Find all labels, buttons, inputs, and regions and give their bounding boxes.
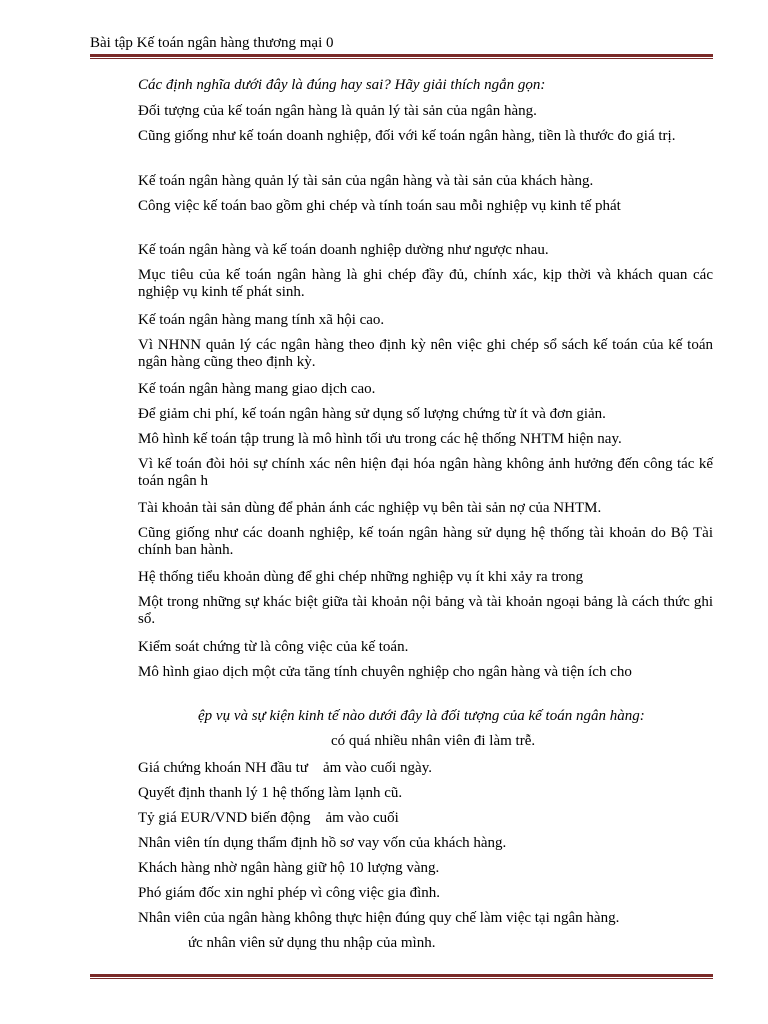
list-item: Mô hình kế toán tập trung là mô hình tối ưu trong các hệ thống NHTM hiện nay.	[138, 431, 622, 447]
list-item: Công việc kế toán bao gồm ghi chép và tính toán sau mỗi nghiệp vụ kinh tế phát	[138, 198, 621, 214]
footer-rule-thin	[90, 978, 713, 979]
list-item: Kế toán ngân hàng quản lý tài sản của ngân hàng và tài sản của khách hàng.	[138, 173, 594, 189]
list-item: Nhân viên tín dụng thẩm định hồ sơ vay vốn của khách hàng.	[138, 835, 507, 851]
list-item: Kế toán ngân hàng mang tính xã hội cao.	[138, 312, 385, 328]
list-item: Giá chứng khoán NH đầu tư ảm vào cuối ngày.	[138, 760, 432, 776]
list-item: Kế toán ngân hàng mang giao dịch cao.	[138, 381, 376, 397]
list-item: Mô hình giao dịch một cửa tăng tính chuyên nghiệp cho ngân hàng và tiện ích cho	[138, 664, 632, 680]
list-item: Cũng giống như kế toán doanh nghiệp, đối với kế toán ngân hàng, tiền là thước đo giá trị.	[138, 128, 676, 144]
list-item: Một trong những sự khác biệt giữa tài khoản nội bảng và tài khoản ngoại bảng là cách thức ghi sổ.	[138, 594, 713, 627]
header-rule-thin	[90, 58, 713, 59]
section1-heading: Các định nghĩa dưới đây là đúng hay sai? Hãy giải thích ngắn gọn:	[138, 77, 546, 93]
list-item: Nhân viên của ngân hàng không thực hiện đúng quy chế làm việc tại ngân hàng.	[138, 910, 620, 926]
list-item: Để giảm chi phí, kế toán ngân hàng sử dụng số lượng chứng từ ít và đơn giản.	[138, 406, 606, 422]
list-item: Đối tượng của kế toán ngân hàng là quản lý tài sản của ngân hàng.	[138, 103, 537, 119]
list-item: Kiểm soát chứng từ là công việc của kế toán.	[138, 639, 409, 655]
list-item: Mục tiêu của kế toán ngân hàng là ghi chép đầy đủ, chính xác, kịp thời và khách quan các nghiệp vụ kinh tế phát sinh.	[138, 267, 713, 300]
section2-subheading: có quá nhiều nhân viên đi làm trễ.	[331, 733, 536, 749]
list-item: Tài khoản tài sản dùng để phản ánh các nghiệp vụ bên tài sản nợ của NHTM.	[138, 500, 602, 516]
section2-heading: ệp vụ và sự kiện kinh tế nào dưới đây là đối tượng của kế toán ngân hàng:	[198, 708, 645, 724]
list-item: Hệ thống tiểu khoản dùng để ghi chép những nghiệp vụ ít khi xảy ra trong	[138, 569, 584, 585]
header-rule-thick	[90, 54, 713, 57]
list-item: Khách hàng nhờ ngân hàng giữ hộ 10 lượng vàng.	[138, 860, 440, 876]
list-item: ức nhân viên sử dụng thu nhập của mình.	[188, 935, 436, 951]
list-item: Vì kế toán đòi hỏi sự chính xác nên hiện đại hóa ngân hàng không ảnh hưởng đến công tác kế toán ngân h	[138, 456, 713, 489]
list-item: Quyết định thanh lý 1 hệ thống làm lạnh cũ.	[138, 785, 403, 801]
list-item: Vì NHNN quản lý các ngân hàng theo định kỳ nên việc ghi chép sổ sách kế toán của kế toán ngân hàng cũng theo định kỳ.	[138, 337, 713, 370]
list-item: Tỷ giá EUR/VND biến động ảm vào cuối	[138, 810, 399, 826]
footer-rule-thick	[90, 974, 713, 977]
list-item: Kế toán ngân hàng và kế toán doanh nghiệp dường như ngược nhau.	[138, 242, 549, 258]
list-item: Phó giám đốc xin nghỉ phép vì công việc gia đình.	[138, 885, 441, 901]
list-item: Cũng giống như các doanh nghiệp, kế toán ngân hàng sử dụng hệ thống tài khoản do Bộ Tài chính ban hành.	[138, 525, 713, 558]
header-title: Bài tập Kế toán ngân hàng thương mại 0	[90, 35, 334, 51]
